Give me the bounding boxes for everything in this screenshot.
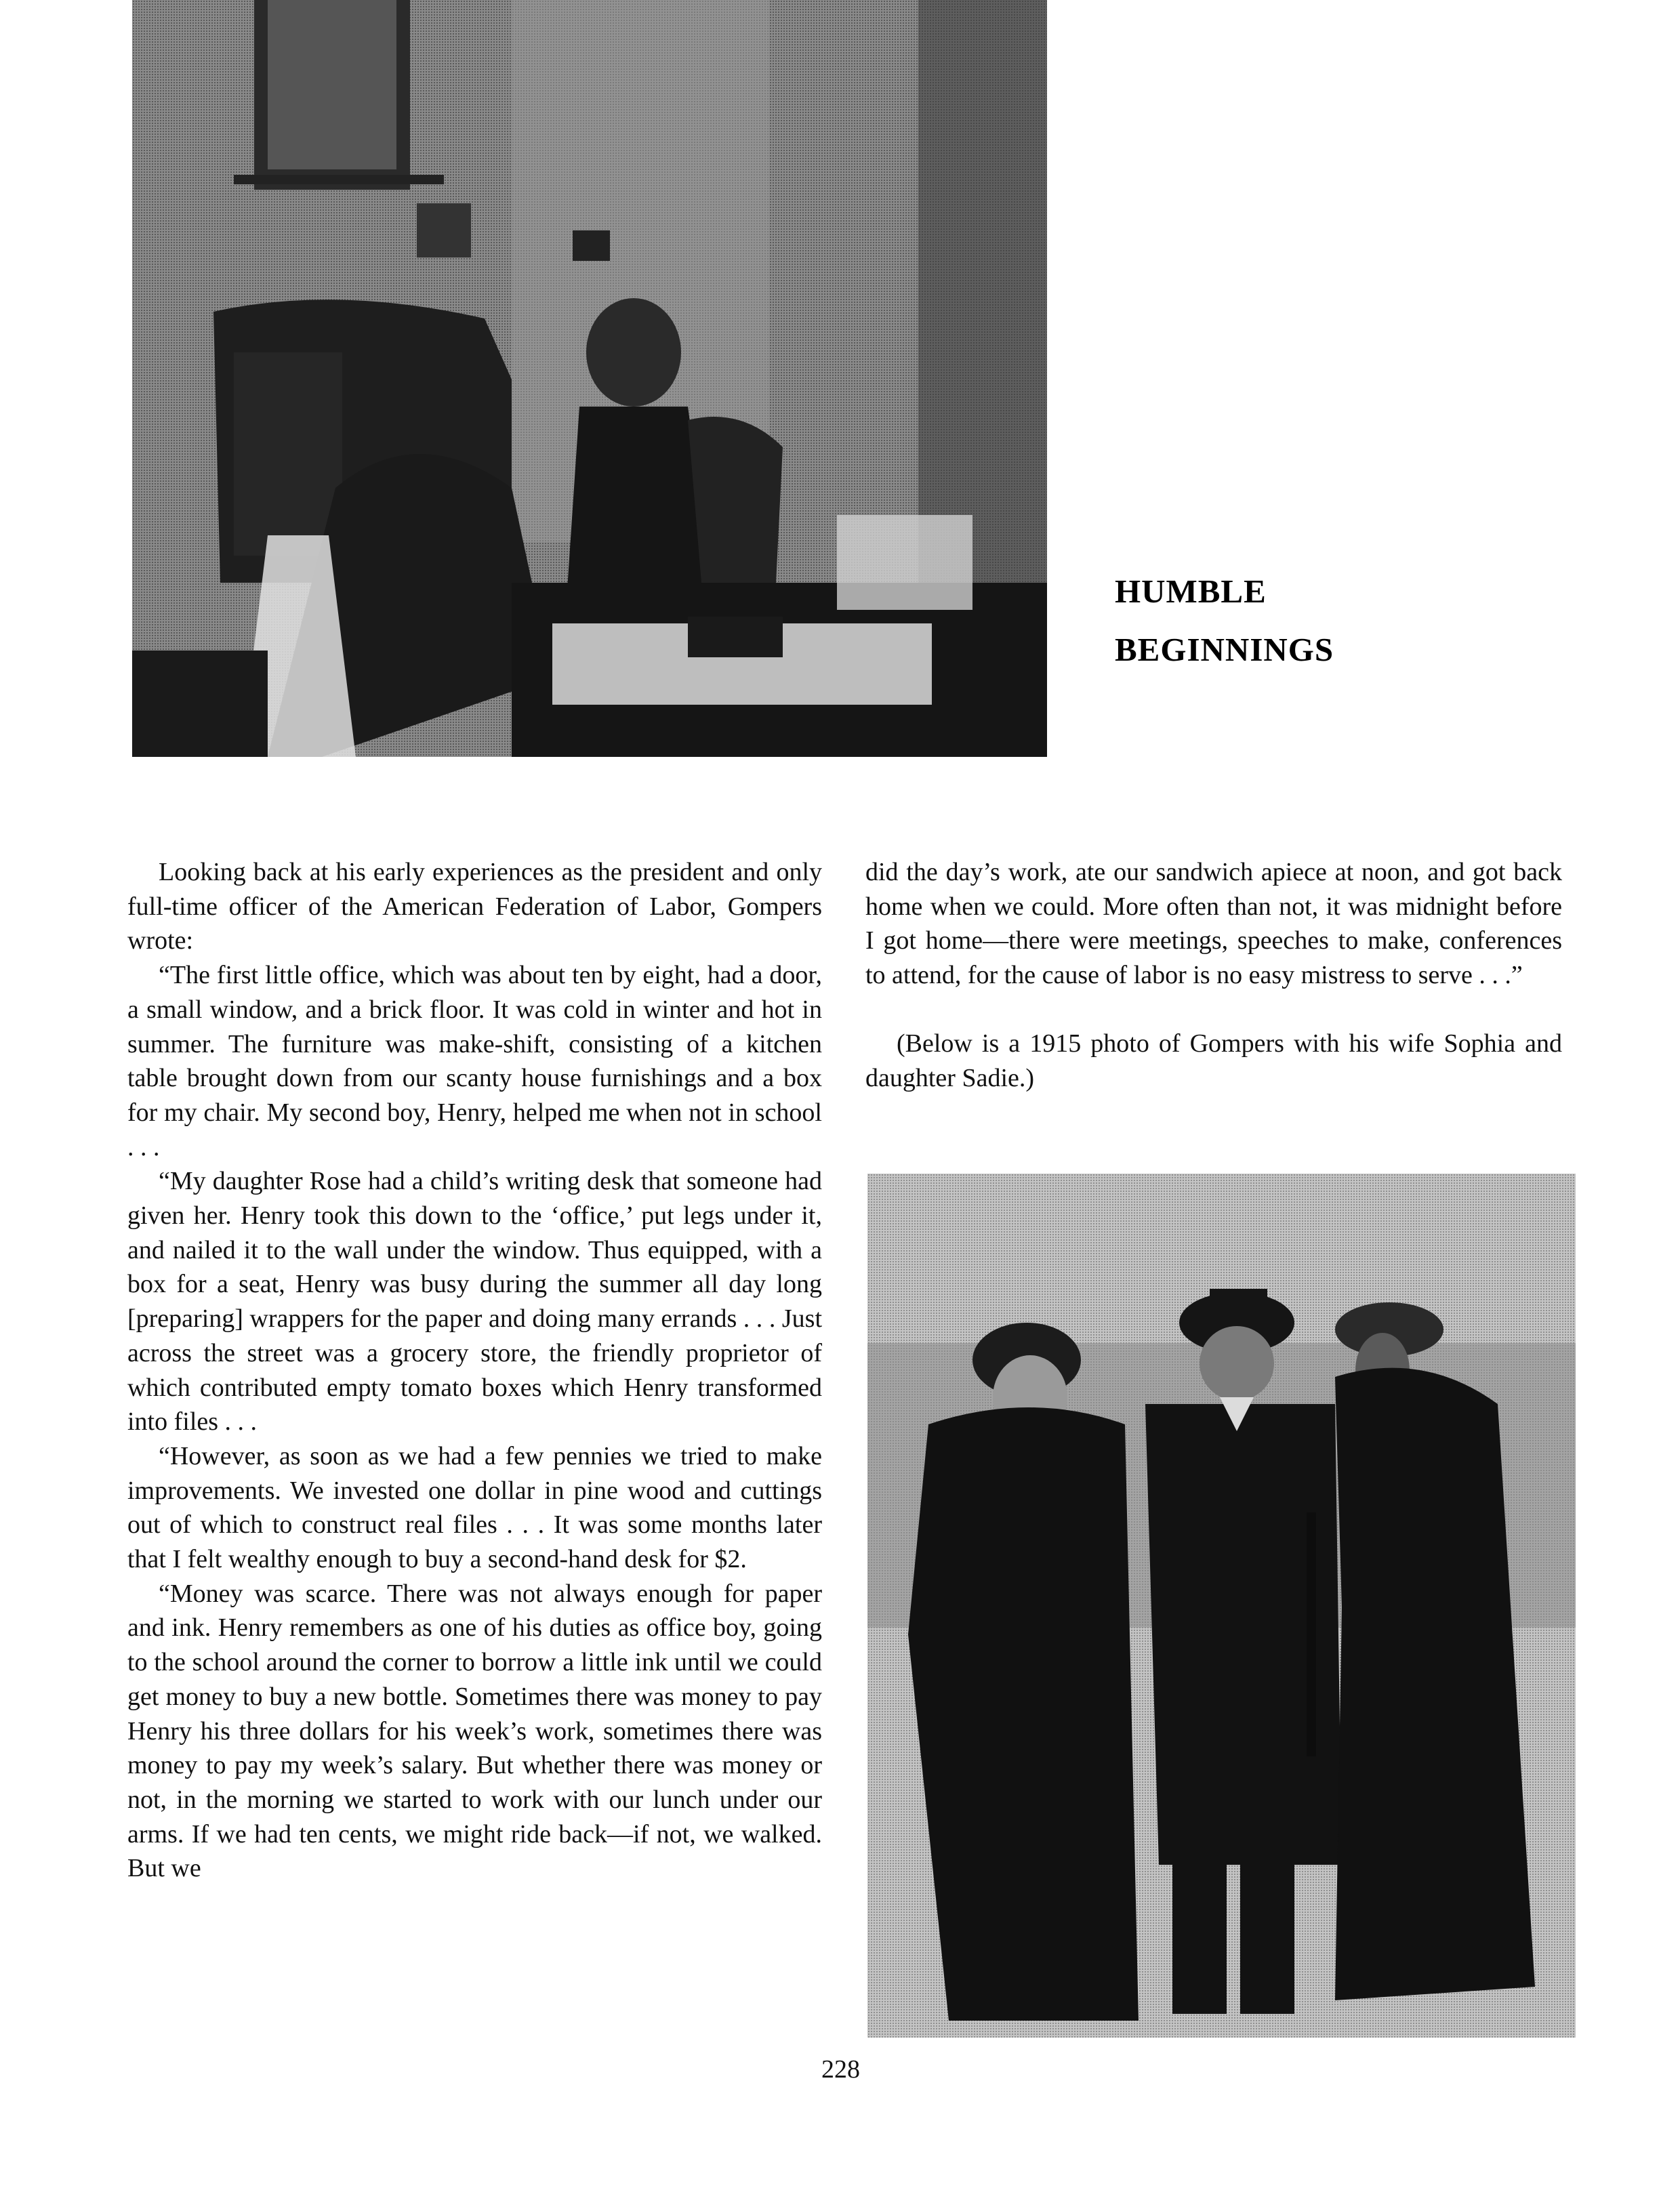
photo-caption: (Below is a 1915 photo of Gompers with his wife Sophia and daughter Sadie.) [865,1029,1562,1092]
article-heading [1115,562,1334,679]
paragraph-intro: Looking back at his early experiences as the president and only full-time officer of the American Federation of Labor, Gompers wrote: [127,858,822,955]
family-photo [867,1174,1576,2038]
heading-line-1: HUMBLE [1115,573,1267,610]
family-photo-image [867,1174,1576,2038]
office-photo-image [132,0,1047,757]
paragraph-writing-desk: “My daughter Rose had a child’s writing desk that someone had given her. Henry took this down to the ‘office,’ put legs under it, and nailed it to the wall under the window. Thus equipped, with a box for a seat, Henry was busy during the summer all day long [preparing] wrappers for the paper and doing many errands . . . Just across the street was a grocery store, the friendly proprietor of which contributed empty tomato boxes which Henry transformed into files . . . [127,1167,822,1437]
right-text-column [865,855,1562,1095]
left-text-column [127,855,822,1886]
heading-line-2: BEGINNINGS [1115,631,1334,668]
office-photo [132,0,1047,757]
paragraph-first-office: “The first little office, which was about ten by eight, had a door, a small window, and a brick floor. It was cold in winter and hot in summer. The furniture was make-shift, consisting of a kitchen table brought down from our scanty house furnishings and a box for my chair. My second boy, Henry, helped me when not in school . . . [127,961,822,1161]
page-number: 228 [821,2055,860,2084]
paragraph-money-scarce: “Money was scarce. There was not always enough for paper and ink. Henry remembers as one of his duties as office boy, going to the school around the corner to borrow a little ink until we could get money to buy a new bottle. Sometimes there was money to pay Henry his three dollars for his week’s work, sometimes there was money to pay my week’s salary. But whether there was money or not, in the morning we started to work with our lunch under our arms. If we had ten cents, we might ride back—if not, we walked. But we [127,1579,822,1883]
paragraph-improvements: “However, as soon as we had a few pennies we tried to make improvements. We invested one dollar in pine wood and cuttings out of which to construct real files . . . It was some months later that I felt wealthy enough to buy a second-hand desk for $2. [127,1441,822,1574]
paragraph-continuation: did the day’s work, ate our sandwich apiece at noon, and got back home when we could. More often than not, it was midnight before I got home—there were meetings, speeches to make, conferences to attend, for the cause of labor is no easy mistress to serve . . .” [865,858,1562,990]
